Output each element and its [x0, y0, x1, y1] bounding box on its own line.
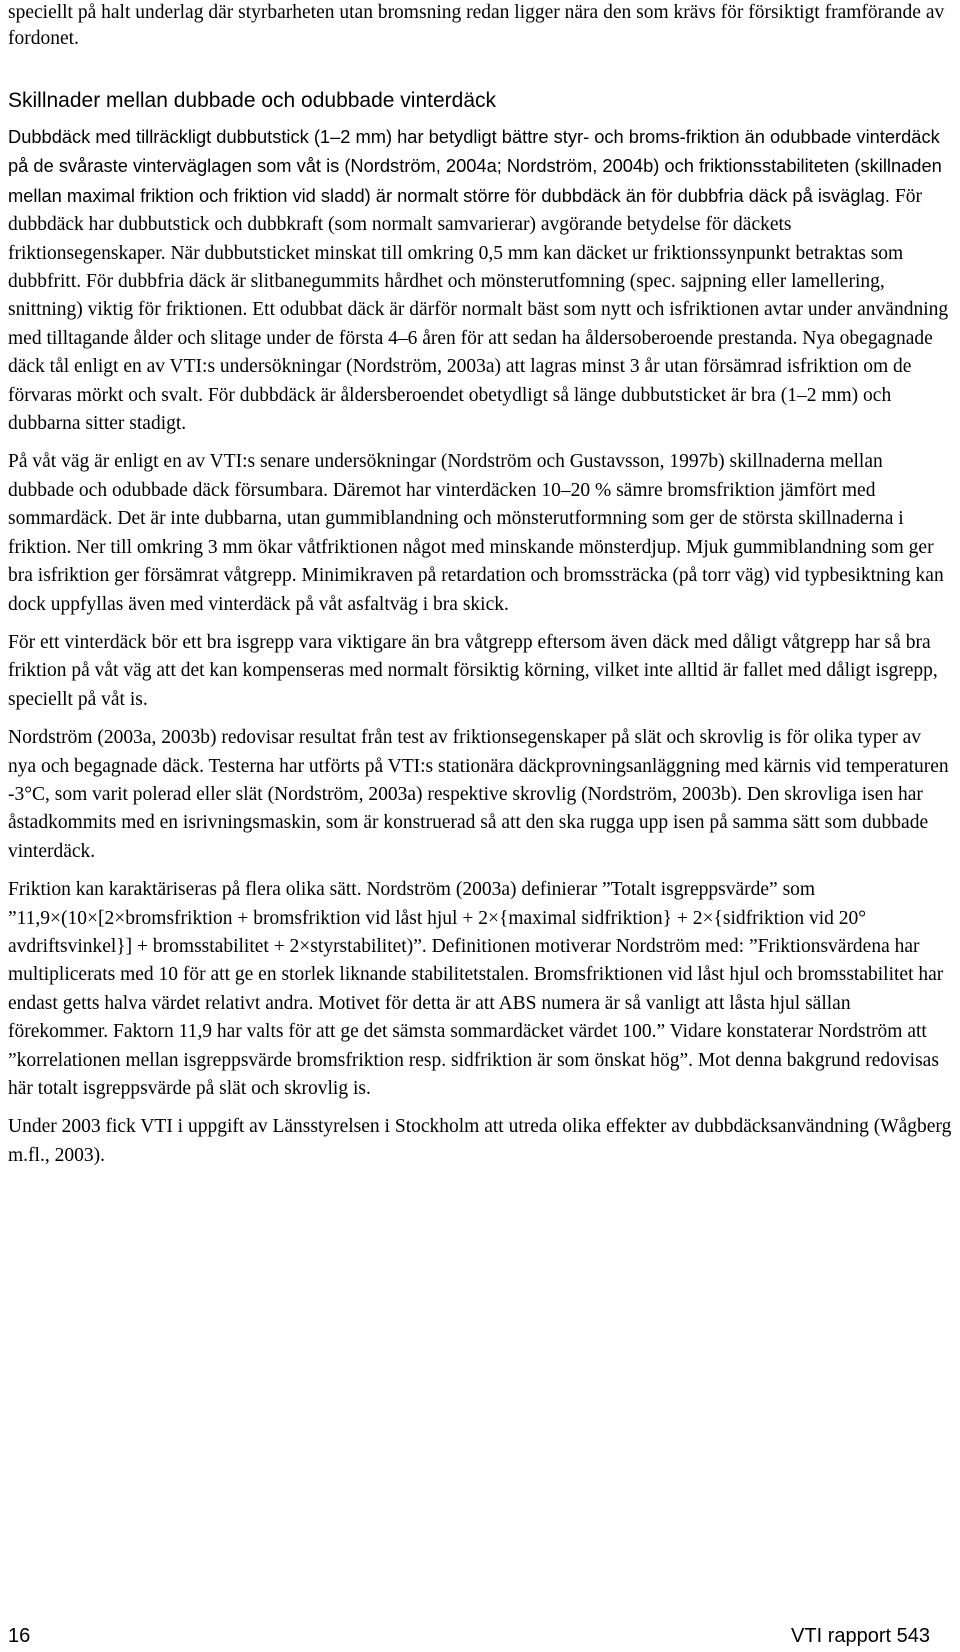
paragraph-ice-grip: För ett vinterdäck bör ett bra isgrepp vara viktigare än bra våtgrepp eftersom även däck med dåligt våtgrepp har så bra friktion på våt väg att det kan kompenseras med normalt försiktig körning, vilket inte alltid är fallet med dåligt isgrepp, speciellt på våt is. — [8, 631, 938, 710]
paragraph-studded-vs-unstudded — [8, 123, 952, 438]
paragraph-wet-road: På våt väg är enligt en av VTI:s senare undersökningar (Nordström och Gustavsson, 1997b) skillnaderna mellan dubbade och odubbade däck försumbara. Däremot har vinterdäcken 10–20 % sämre bromsfriktion jämfört med sommardäck. Det är inte dubbarna, utan gummiblandning och mönsterutformning som ger de största skillnaderna i friktion. Ner till omkring 3 mm ökar våtfriktionen något med minskande mönsterdjup. Mjuk gummiblandning som ger bra isfriktion ger försämrat våtgrepp. Minimikraven på retardation och bromssträcka (på torr väg) vid typbesiktning kan dock uppfyllas även med vinterdäck på våt asfaltväg i bra skick. — [8, 451, 944, 615]
paragraph-serif-part: För dubbdäck har dubbutstick och dubbkraft (som normalt samvarierar) avgörande betydelse för däckets friktionsegenskaper. När dubbutsticket minskat till omkring 0,5 mm kan däcket ur friktionssynpunkt betraktas som dubbfritt. För dubbfria däck är slitbanegummits hårdhet och mönsterutfomning (spec. sajpning eller lamellering, snittning) viktig för friktionen. Ett odubbat däck är därför normalt bäst som nytt och isfriktionen avtar under användning med tilltagande ålder och slitage under de första 4–6 åren för att sedan ha åldersoberoende prestanda. Nya obegagnade däck tål enligt en av VTI:s undersökningar (Nordström, 2003a) att lagras minst 3 år utan försämrad isfriktion om de förvaras mörkt och svalt. För dubbdäck är åldersberoendet obetydligt så länge dubbutsticket är bra (1–2 mm) och dubbarna sitter stadigt. — [8, 185, 949, 435]
document-page — [8, 0, 952, 1180]
paragraph-sans-part: Dubbdäck med tillräckligt dubbutstick (1–2 mm) har betydligt bättre styr- och broms-friktion än odubbade vinterdäck på de svåraste vinterväglagen som våt is (Nordström, 2004a; Nordström, 2004b) och friktionsstabiliteten (skillnaden mellan maximal friktion och friktion vid sladd) är normalt större för dubbdäck än för dubbfria däck på isväglag. — [8, 126, 942, 206]
paragraph-friction-definition: Friktion kan karaktäriseras på flera olika sätt. Nordström (2003a) definierar ”Totalt isgreppsvärde” som ”11,9×(10×[2×bromsfriktion + bromsfriktion vid låst hjul + 2×{maximal sidfriktion} + 2×{sidfriktion vid 20° avdriftsvinkel}] + bromsstabilitet + 2×styrstabilitet)”. Definitionen motiverar Nordström med: ”Friktionsvärdena har multiplicerats med 10 för att ge en storlek liknande stabilitetstalen. Bromsfriktionen vid låst hjul och bromsstabilitet har endast getts halva värdet relativt andra. Motivet för detta är att ABS numera är så vanligt att låsta hjul sällan förekommer. Faktorn 11,9 har valts för att ge det sämsta sommardäcket värdet 100.” Vidare konstaterar Nordström att ”korrelationen mellan isgreppsvärde bromsfriktion resp. sidfriktion är som önskat hög”. Mot denna bakgrund redovisas här totalt isgreppsvärde på slät och skrovlig is. — [8, 879, 944, 1099]
section-heading: Skillnader mellan dubbade och odubbade vinterdäck — [8, 89, 497, 112]
page-number: 16 — [8, 1625, 31, 1647]
paragraph-vti-assignment: Under 2003 fick VTI i uppgift av Länsstyrelsen i Stockholm att utreda olika effekter av dubbdäcksanvändning (Wågberg m.fl., 2003). — [8, 1116, 952, 1166]
lead-paragraph: speciellt på halt underlag där styrbarheten utan bromsning redan ligger nära den som krävs för försiktigt framförande av fordonet. — [8, 2, 945, 49]
page-footer — [8, 1625, 930, 1648]
report-name: VTI rapport 543 — [791, 1625, 930, 1647]
paragraph-nordstrom-tests: Nordström (2003a, 2003b) redovisar resultat från test av friktionsegenskaper på slät och skrovlig is för olika typer av nya och begagnade däck. Testerna har utförts på VTI:s stationära däckprovningsanläggning med kärnis vid temperaturen -3°C, som varit polerad eller slät (Nordström, 2003a) respektive skrovlig (Nordström, 2003b). Den skrovliga isen har åstadkommits med en isrivningsmaskin, som är konstruerad så att den ska rugga upp isen på samma sätt som dubbade vinterdäck. — [8, 727, 949, 862]
